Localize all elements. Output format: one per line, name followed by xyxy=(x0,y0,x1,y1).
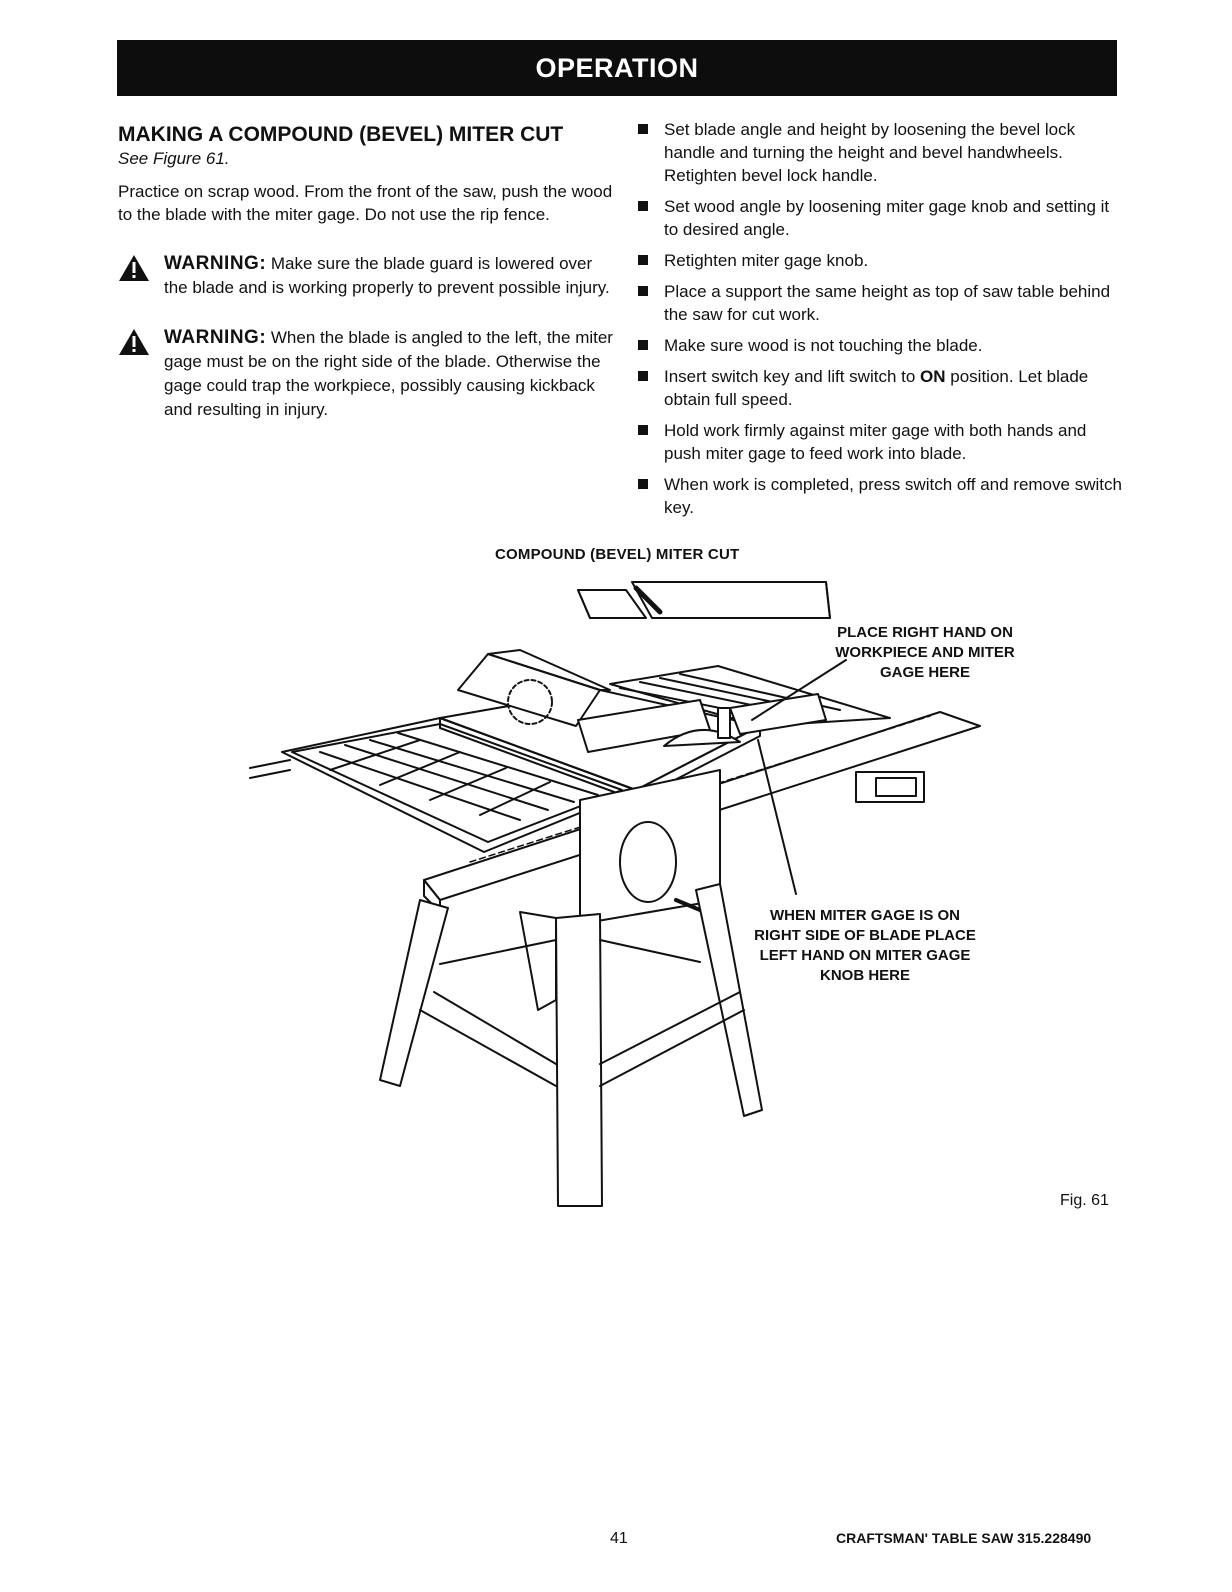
section-header-title: OPERATION xyxy=(535,52,699,83)
callout-right-hand: PLACE RIGHT HAND ON WORKPIECE AND MITER GAGE HERE xyxy=(835,624,1015,681)
figure-label: Fig. 61 xyxy=(1060,1192,1109,1209)
saw-stand-legs xyxy=(380,884,762,1206)
step-item: Set wood angle by loosening miter gage knob and setting it to desired angle. xyxy=(636,195,1126,241)
page-number: 41 xyxy=(610,1530,628,1547)
step-item: Retighten miter gage knob. xyxy=(636,249,1126,272)
figure-title: COMPOUND (BEVEL) MITER CUT xyxy=(495,546,740,563)
power-switch-box xyxy=(856,772,924,802)
warning-label: WARNING: xyxy=(164,253,267,274)
warning-text: When the blade is angled to the left, the miter gage must be on the right side of the blade. Otherwise the gage could trap the workpiece, possibly causing kickback and resulting in injury. xyxy=(164,328,613,419)
callout-left-hand: WHEN MITER GAGE IS ON RIGHT SIDE OF BLADE PLACE LEFT HAND ON MITER GAGE KNOB HERE xyxy=(754,907,976,984)
warning-text: Make sure the blade guard is lowered over the blade and is working properly to prevent possible injury. xyxy=(164,254,610,297)
step-item: Place a support the same height as top of saw table behind the saw for cut work. xyxy=(636,280,1126,326)
footer-brand-line xyxy=(836,1530,1091,1546)
brand-mark: ' xyxy=(924,1530,928,1546)
intro-paragraph: Practice on scrap wood. From the front of the saw, push the wood to the blade with the miter gage. Do not use the rip fence. xyxy=(118,182,613,224)
warning-label: WARNING: xyxy=(164,327,267,348)
product-model: TABLE SAW 315.228490 xyxy=(931,1530,1092,1546)
compound-cut-workpiece-icon xyxy=(578,582,830,618)
brand-logo-text: CRAFTSMAN xyxy=(836,1530,925,1546)
figure-reference: See Figure 61. xyxy=(118,149,230,168)
step-item: Make sure wood is not touching the blade. xyxy=(636,334,1126,357)
step-item: Set blade angle and height by loosening the bevel lock handle and turning the height and bevel handwheels. Retighten bevel lock handle. xyxy=(636,118,1126,187)
step-item: When work is completed, press switch off and remove switch key. xyxy=(636,473,1126,519)
section-title: MAKING A COMPOUND (BEVEL) MITER CUT xyxy=(118,123,564,146)
step-item: Insert switch key and lift switch to ON position. Let blade obtain full speed. xyxy=(636,365,1126,411)
step-item: Hold work firmly against miter gage with both hands and push miter gage to feed work into blade. xyxy=(636,419,1126,465)
